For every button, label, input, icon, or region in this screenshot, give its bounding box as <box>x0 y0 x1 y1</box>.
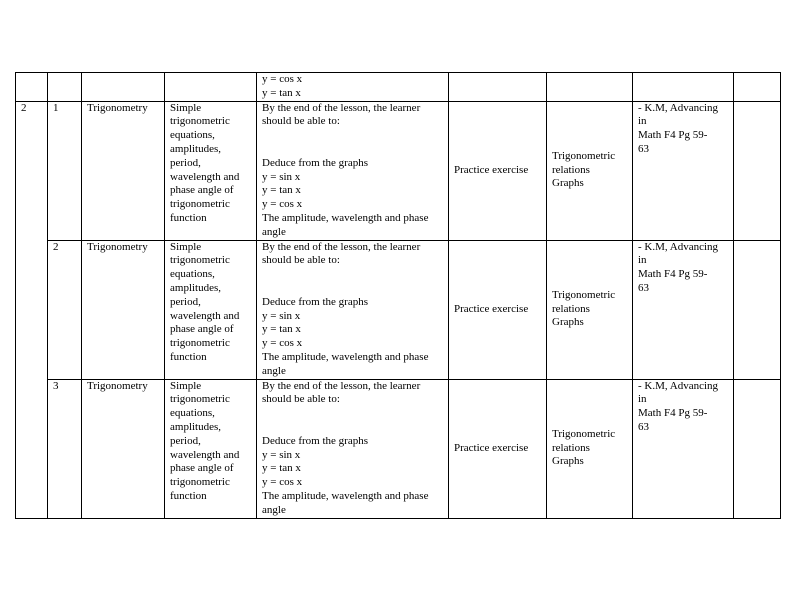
subtopic-line: wavelength and <box>170 170 240 183</box>
reference-line: - K.M, Advancing <box>638 101 719 114</box>
objective-line: y = tan x <box>262 323 301 336</box>
objective-line <box>262 421 443 435</box>
objective-line: y = cos x <box>262 198 303 211</box>
objective-line: The amplitude, wavelength and phase <box>262 350 429 363</box>
objective-line: y = sin x <box>262 170 301 183</box>
objective-line <box>262 407 443 421</box>
remarks-cell <box>734 240 781 379</box>
reference-line: 63 <box>638 142 649 155</box>
objective-line: y = cos x <box>262 73 303 85</box>
subtopic-line: wavelength and <box>170 309 240 322</box>
resource-line: relations <box>552 163 590 176</box>
subtopic-line: trigonometric <box>170 476 230 489</box>
objective-line: y = sin x <box>262 309 301 322</box>
activities-cell <box>449 73 547 102</box>
subtopic-line: amplitudes, <box>170 142 222 155</box>
subtopic-line: period, <box>170 295 201 308</box>
resources-cell <box>547 73 633 102</box>
objective-line: should be able to: <box>262 115 340 128</box>
subtopic-line: phase angle of <box>170 184 234 197</box>
resource-line: Trigonometric <box>552 288 616 301</box>
lesson-row <box>16 379 781 518</box>
topic-cell: Trigonometry <box>82 240 165 379</box>
objectives-cell <box>257 379 449 518</box>
objective-line <box>262 129 443 143</box>
references-cell <box>633 101 734 240</box>
reference-line: Math F4 Pg 59- <box>638 268 708 281</box>
objective-line: By the end of the lesson, the learner <box>262 101 421 114</box>
subtopic-line: equations, <box>170 407 215 420</box>
resource-line: Trigonometric <box>552 427 616 440</box>
subtopic-line: period, <box>170 434 201 447</box>
activities-cell: Practice exercise <box>449 240 547 379</box>
subtopic-line: period, <box>170 156 201 169</box>
resource-line: Graphs <box>552 316 584 329</box>
objective-line: y = tan x <box>262 184 301 197</box>
subtopic-line: equations, <box>170 268 215 281</box>
lesson-number-cell: 1 <box>48 101 82 240</box>
objective-line: By the end of the lesson, the learner <box>262 240 421 253</box>
subtopic-line: function <box>170 211 207 224</box>
objective-line: y = cos x <box>262 337 303 350</box>
objective-line: y = tan x <box>262 462 301 475</box>
objective-line: should be able to: <box>262 254 340 267</box>
reference-line: - K.M, Advancing <box>638 379 719 392</box>
objective-line: y = cos x <box>262 476 303 489</box>
objective-line: should be able to: <box>262 393 340 406</box>
remarks-cell <box>734 73 781 102</box>
objective-line <box>262 282 443 296</box>
resource-line: relations <box>552 441 590 454</box>
objective-line: angle <box>262 503 286 516</box>
scheme-of-work-table <box>15 72 781 519</box>
week-cell <box>16 73 48 102</box>
objective-line: angle <box>262 364 286 377</box>
objective-line: The amplitude, wavelength and phase <box>262 211 429 224</box>
remarks-cell <box>734 101 781 240</box>
subtopic-line: Simple <box>170 240 202 253</box>
objective-line: By the end of the lesson, the learner <box>262 379 421 392</box>
subtopic-line: trigonometric <box>170 198 230 211</box>
subtopic-line: Simple <box>170 379 202 392</box>
objective-line <box>262 143 443 157</box>
reference-line: 63 <box>638 420 649 433</box>
reference-line: 63 <box>638 281 649 294</box>
objective-line: y = sin x <box>262 448 301 461</box>
lesson-cell <box>48 73 82 102</box>
lesson-number-cell: 2 <box>48 240 82 379</box>
subtopic-line: equations, <box>170 129 215 142</box>
resource-line: Trigonometric <box>552 149 616 162</box>
subtopic-cell <box>165 379 257 518</box>
objective-line: angle <box>262 225 286 238</box>
resources-cell <box>547 379 633 518</box>
subtopic-cell <box>165 73 257 102</box>
subtopic-line: function <box>170 350 207 363</box>
subtopic-line: trigonometric <box>170 115 230 128</box>
subtopic-line: wavelength and <box>170 448 240 461</box>
reference-line: - K.M, Advancing <box>638 240 719 253</box>
subtopic-cell <box>165 240 257 379</box>
references-cell <box>633 73 734 102</box>
reference-line: in <box>638 254 647 267</box>
objective-line: y = tan x <box>262 86 301 99</box>
objective-line: Deduce from the graphs <box>262 156 368 169</box>
resource-line: Graphs <box>552 177 584 190</box>
objective-line: Deduce from the graphs <box>262 434 368 447</box>
subtopic-line: trigonometric <box>170 337 230 350</box>
objectives-cell <box>257 73 449 102</box>
reference-line: Math F4 Pg 59- <box>638 129 708 142</box>
remarks-cell <box>734 379 781 518</box>
subtopic-line: amplitudes, <box>170 281 222 294</box>
lesson-number-cell: 3 <box>48 379 82 518</box>
subtopic-line: trigonometric <box>170 254 230 267</box>
activities-cell: Practice exercise <box>449 379 547 518</box>
continuation-row <box>16 73 781 102</box>
topic-cell: Trigonometry <box>82 101 165 240</box>
resource-line: relations <box>552 302 590 315</box>
resources-cell <box>547 240 633 379</box>
subtopic-line: phase angle of <box>170 323 234 336</box>
reference-line: Math F4 Pg 59- <box>638 407 708 420</box>
activities-cell: Practice exercise <box>449 101 547 240</box>
resources-cell <box>547 101 633 240</box>
subtopic-line: amplitudes, <box>170 420 222 433</box>
references-cell <box>633 240 734 379</box>
objectives-cell <box>257 240 449 379</box>
topic-cell <box>82 73 165 102</box>
subtopic-line: trigonometric <box>170 393 230 406</box>
subtopic-line: phase angle of <box>170 462 234 475</box>
references-cell <box>633 379 734 518</box>
lesson-row <box>16 101 781 240</box>
objectives-cell <box>257 101 449 240</box>
objective-line <box>262 268 443 282</box>
subtopic-line: function <box>170 489 207 502</box>
reference-line: in <box>638 393 647 406</box>
resource-line: Graphs <box>552 455 584 468</box>
week-cell: 2 <box>16 101 48 518</box>
subtopic-cell <box>165 101 257 240</box>
lesson-row <box>16 240 781 379</box>
objective-line: Deduce from the graphs <box>262 295 368 308</box>
topic-cell: Trigonometry <box>82 379 165 518</box>
subtopic-line: Simple <box>170 101 202 114</box>
reference-line: in <box>638 115 647 128</box>
objective-line: The amplitude, wavelength and phase <box>262 489 429 502</box>
